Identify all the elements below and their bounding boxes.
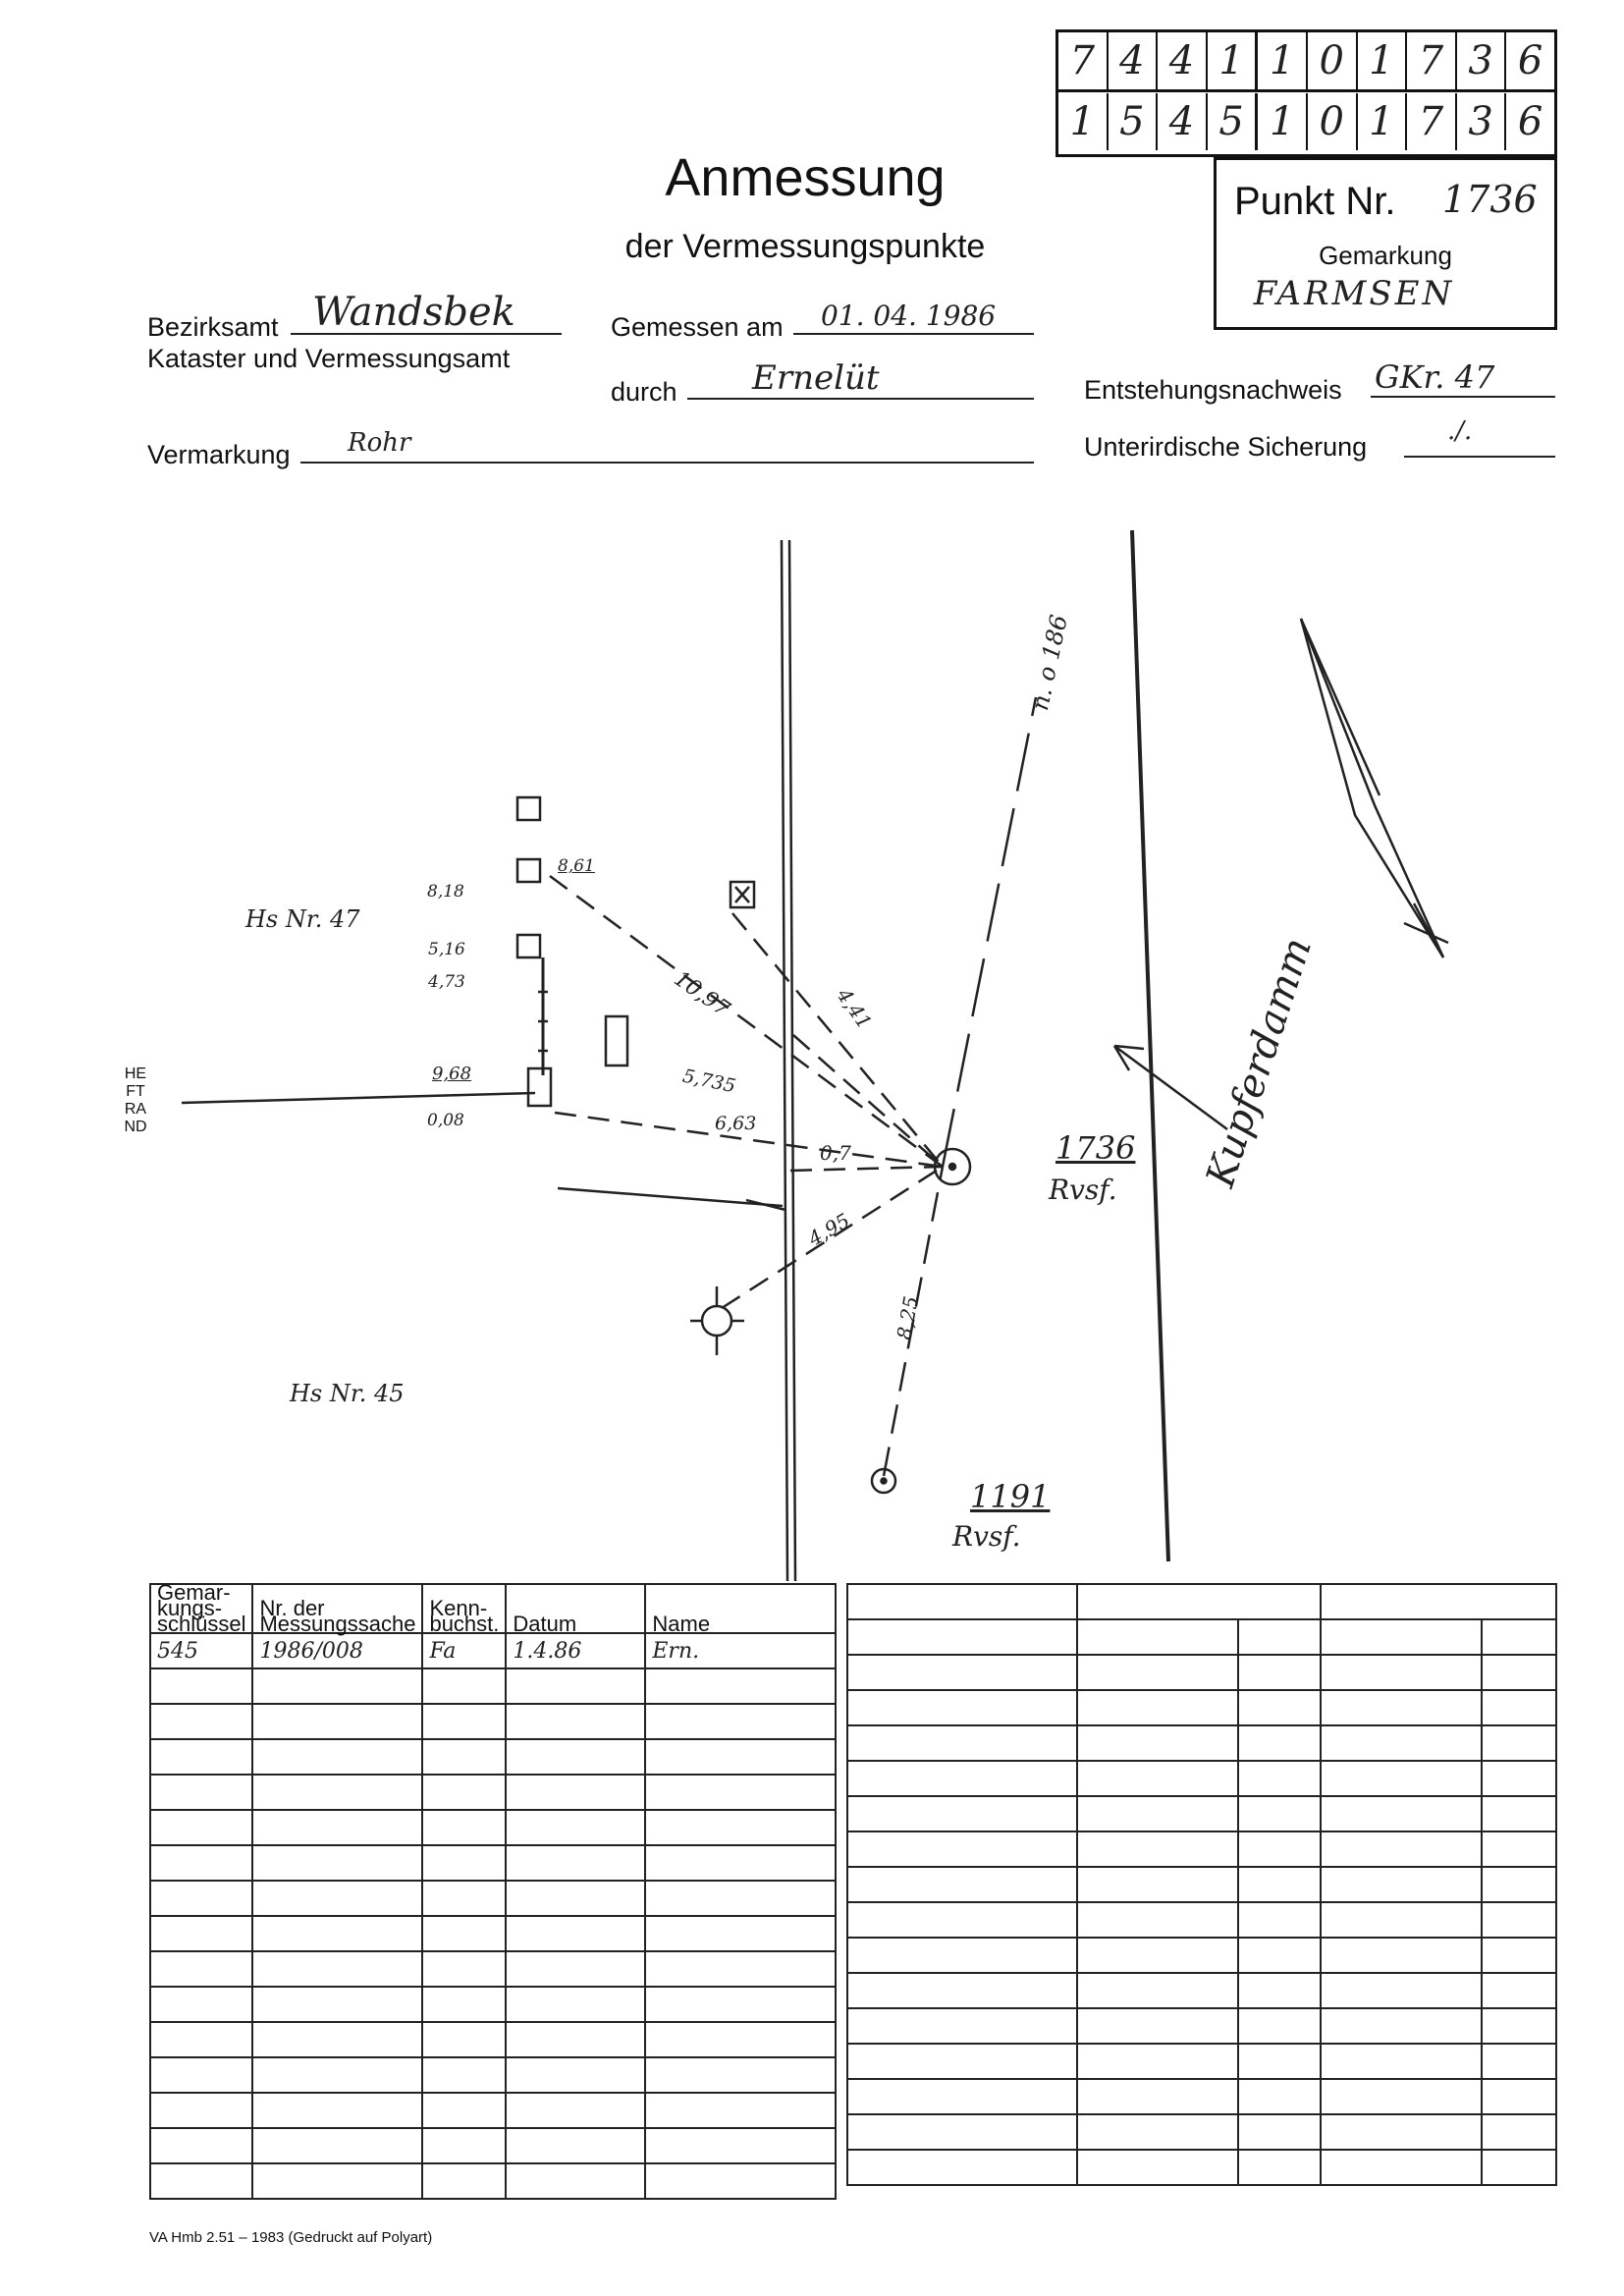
table-cell — [847, 1831, 1077, 1867]
table-cell — [645, 1951, 836, 1987]
table-cell — [1321, 1761, 1482, 1796]
table-row — [847, 1655, 1556, 1690]
table-cell — [150, 1881, 252, 1916]
code-digit: 1 — [1258, 32, 1308, 89]
table-cell — [1077, 1902, 1238, 1938]
code-digit: 1 — [1208, 32, 1259, 89]
table-cell: 1986/008 — [252, 1633, 422, 1668]
table-cell — [422, 1951, 506, 1987]
table-cell — [1238, 1655, 1321, 1690]
point-1191-label: 1191 — [970, 1478, 1051, 1515]
table-cell — [847, 1584, 1077, 1619]
table-cell — [506, 1704, 645, 1739]
code-digit: 3 — [1457, 32, 1507, 89]
table-row — [150, 2128, 836, 2163]
road-edge-right — [1132, 530, 1168, 1561]
table-row — [150, 2022, 836, 2057]
survey-sketch — [0, 511, 1624, 1581]
record-table-right — [846, 1583, 1557, 2186]
entstehung-value: GKr. 47 — [1375, 358, 1495, 396]
table-cell — [1321, 1973, 1482, 2008]
gemarkung-label: Gemarkung — [1319, 241, 1452, 270]
table-cell — [1321, 2114, 1482, 2150]
measure-value: 8,25 — [892, 1293, 923, 1342]
table-cell — [506, 1881, 645, 1916]
table-cell — [645, 1739, 836, 1775]
table-cell — [506, 1845, 645, 1881]
column-header: Kenn-buchst. — [422, 1584, 506, 1633]
measure-value: 0,08 — [427, 1111, 464, 1130]
table-cell — [422, 1916, 506, 1951]
table-cell — [1482, 1938, 1556, 1973]
table-cell — [422, 1775, 506, 1810]
code-digit: 7 — [1407, 32, 1457, 89]
column-header: Gemar-kungs-schlüssel — [150, 1584, 252, 1633]
bezirksamt-field — [291, 290, 562, 335]
vermarkung-field — [300, 428, 1034, 464]
table-cell — [1321, 1902, 1482, 1938]
table-cell — [1482, 1867, 1556, 1902]
table-cell — [506, 2022, 645, 2057]
code-digit: 1 — [1058, 93, 1109, 150]
table-cell — [252, 1668, 422, 1704]
lamp-symbol — [702, 1306, 731, 1336]
table-cell — [847, 1690, 1077, 1725]
table-cell — [150, 2093, 252, 2128]
table-row — [847, 1761, 1556, 1796]
table-row — [847, 2079, 1556, 2114]
table-cell — [645, 1845, 836, 1881]
table-cell — [1077, 1938, 1238, 1973]
table-cell — [252, 1951, 422, 1987]
code-digit: 5 — [1208, 93, 1259, 150]
table-cell — [645, 2163, 836, 2199]
table-cell — [847, 1655, 1077, 1690]
entstehung-label: Entstehungsnachweis — [1084, 375, 1342, 405]
road-edge-left-inner — [789, 540, 795, 1581]
gemessen-value: 01. 04. 1986 — [821, 300, 997, 332]
punkt-label: Punkt Nr. — [1234, 180, 1396, 223]
table-cell — [847, 1902, 1077, 1938]
bezirksamt-value: Wandsbek — [312, 290, 515, 335]
table-cell — [1077, 1796, 1238, 1831]
direction-label: n. o 186 — [1026, 612, 1073, 713]
code-digit: 4 — [1158, 32, 1208, 89]
table-cell — [1238, 2044, 1321, 2079]
measure-value: 5,16 — [428, 940, 465, 959]
marker-square — [517, 935, 540, 957]
table-row — [150, 1916, 836, 1951]
table-row — [150, 1810, 836, 1845]
table-cell: Ern. — [645, 1633, 836, 1668]
table-cell — [847, 1938, 1077, 1973]
table-row — [150, 1668, 836, 1704]
table-cell: Fa — [422, 1633, 506, 1668]
table-cell — [1321, 1796, 1482, 1831]
table-cell — [645, 1668, 836, 1704]
table-cell — [1238, 1973, 1321, 2008]
table-cell — [645, 1775, 836, 1810]
table-cell — [150, 1810, 252, 1845]
code-digit: 0 — [1308, 93, 1358, 150]
table-cell — [1321, 1619, 1482, 1655]
table-cell: 1.4.86 — [506, 1633, 645, 1668]
punkt-box — [1214, 157, 1557, 330]
table-cell — [847, 1619, 1077, 1655]
table-cell — [252, 2022, 422, 2057]
road-edge-left — [782, 540, 787, 1581]
table-cell — [150, 2163, 252, 2199]
table-cell — [150, 1775, 252, 1810]
point-1736-type: Rvsf. — [1049, 1174, 1117, 1206]
table-cell — [422, 1987, 506, 2022]
table-cell — [506, 1775, 645, 1810]
table-cell — [422, 2163, 506, 2199]
code-digit: 1 — [1358, 32, 1408, 89]
table-cell — [1482, 2044, 1556, 2079]
measure-value: 4,73 — [428, 972, 465, 992]
code-digit: 6 — [1517, 38, 1543, 83]
table-cell — [150, 2057, 252, 2093]
table-row — [847, 1690, 1556, 1725]
table-cell — [422, 1739, 506, 1775]
point-1191-type: Rvsf. — [952, 1520, 1021, 1553]
table-cell — [847, 1725, 1077, 1761]
durch-field — [687, 358, 1034, 400]
ray-to-186 — [943, 697, 1036, 1167]
code-digit: 6 — [1517, 99, 1543, 144]
table-cell — [150, 2022, 252, 2057]
table-cell — [1321, 2150, 1482, 2185]
table-cell — [1482, 1655, 1556, 1690]
table-cell — [645, 2057, 836, 2093]
table-row — [847, 1902, 1556, 1938]
table-row — [150, 1704, 836, 1739]
table-cell — [1482, 1690, 1556, 1725]
table-cell — [422, 1881, 506, 1916]
code-row-2 — [1058, 93, 1554, 150]
unterirdisch-label: Unterirdische Sicherung — [1084, 432, 1368, 462]
table-row — [150, 1845, 836, 1881]
table-cell — [422, 1810, 506, 1845]
column-header: Name — [645, 1584, 836, 1633]
table-cell — [1238, 1796, 1321, 1831]
table-row — [847, 1725, 1556, 1761]
code-digit: 4 — [1109, 32, 1159, 89]
table-cell — [645, 2022, 836, 2057]
table-row — [150, 1881, 836, 1916]
code-digit: 1 — [1358, 93, 1408, 150]
table-cell — [506, 1668, 645, 1704]
code-digit: 7 — [1058, 32, 1109, 89]
table-row — [150, 1775, 836, 1810]
vermarkung-value: Rohr — [348, 428, 411, 458]
table-cell — [1482, 1973, 1556, 2008]
table-cell — [506, 2093, 645, 2128]
table-cell — [1238, 1761, 1321, 1796]
gemarkung-value: FARMSEN — [1253, 274, 1455, 313]
table-cell — [1482, 1796, 1556, 1831]
table-cell — [150, 1739, 252, 1775]
table-cell — [252, 1881, 422, 1916]
table-cell — [252, 1987, 422, 2022]
house-45-label: Hs Nr. 45 — [290, 1380, 405, 1407]
table-cell — [506, 1810, 645, 1845]
table-cell — [1482, 1831, 1556, 1867]
measure-value: 8,18 — [427, 882, 464, 902]
table-cell — [1321, 1831, 1482, 1867]
point-1736-label: 1736 — [1056, 1129, 1136, 1167]
table-cell — [645, 1987, 836, 2022]
table-cell — [506, 1739, 645, 1775]
gemessen-field — [793, 300, 1034, 335]
table-row — [847, 2114, 1556, 2150]
table-cell — [1077, 2150, 1238, 2185]
cabinet-box — [606, 1016, 627, 1066]
table-cell — [252, 1810, 422, 1845]
ray-0-7 — [790, 1167, 943, 1171]
code-digit: 1 — [1258, 93, 1308, 150]
table-row — [847, 2150, 1556, 2185]
table-cell — [1482, 1761, 1556, 1796]
table-cell — [252, 2163, 422, 2199]
unterirdisch-field — [1404, 416, 1555, 458]
kataster-label: Kataster und Vermessungsamt — [147, 344, 511, 373]
measure-value: 4,95 — [803, 1208, 854, 1251]
table-cell — [252, 1704, 422, 1739]
table-cell — [847, 1973, 1077, 2008]
table-cell — [1077, 2079, 1238, 2114]
column-header: Datum — [506, 1584, 645, 1633]
table-cell — [1321, 2079, 1482, 2114]
code-digit: 5 — [1109, 93, 1159, 150]
table-cell — [847, 2044, 1077, 2079]
measure-value: 9,68 — [432, 1064, 472, 1084]
table-cell — [422, 2057, 506, 2093]
table-cell — [252, 2057, 422, 2093]
table-row — [150, 1633, 836, 1668]
table-cell — [150, 1668, 252, 1704]
table-cell — [645, 1810, 836, 1845]
marker-square — [517, 797, 540, 820]
durch-value: Ernelüt — [752, 358, 880, 398]
table-cell — [645, 1916, 836, 1951]
table-cell — [1077, 1690, 1238, 1725]
code-box — [1056, 29, 1557, 157]
table-cell — [150, 1704, 252, 1739]
table-cell — [422, 1704, 506, 1739]
table-cell — [150, 1845, 252, 1881]
ray-5-735 — [793, 1035, 943, 1167]
entstehung-field — [1371, 358, 1555, 398]
table-cell — [1321, 1867, 1482, 1902]
table-cell — [1321, 1690, 1482, 1725]
table-cell — [645, 2128, 836, 2163]
table-cell — [422, 1845, 506, 1881]
code-digit: 0 — [1308, 32, 1358, 89]
table-cell — [1238, 2079, 1321, 2114]
building-line — [182, 1093, 535, 1103]
table-cell — [645, 1881, 836, 1916]
table-cell — [1482, 1619, 1556, 1655]
durch-label: durch — [611, 377, 677, 407]
unterirdisch-value: ./. — [1447, 416, 1473, 446]
table-cell — [1238, 1831, 1321, 1867]
table-cell — [1077, 1619, 1238, 1655]
table-row — [150, 1739, 836, 1775]
table-cell — [847, 1796, 1077, 1831]
table-cell — [1321, 1725, 1482, 1761]
table-cell — [252, 1775, 422, 1810]
page-subtitle: der Vermessungspunkte — [624, 228, 986, 265]
measure-value: 6,63 — [715, 1113, 757, 1134]
table-cell — [1238, 1725, 1321, 1761]
table-cell — [1077, 1831, 1238, 1867]
table-cell — [1077, 1973, 1238, 2008]
table-row — [150, 2163, 836, 2199]
table-row — [847, 1938, 1556, 1973]
table-cell — [1238, 1902, 1321, 1938]
table-cell — [847, 2114, 1077, 2150]
table-cell — [1321, 1938, 1482, 1973]
vermarkung-label: Vermarkung — [147, 440, 291, 469]
table-cell — [506, 1951, 645, 1987]
table-cell — [422, 2128, 506, 2163]
bezirksamt-label: Bezirksamt — [147, 312, 279, 342]
table-cell — [150, 1987, 252, 2022]
table-cell — [1321, 1584, 1556, 1619]
measure-value: 0,7 — [820, 1141, 851, 1165]
street-label: Kupferdamm — [1198, 932, 1322, 1193]
table-cell — [150, 1951, 252, 1987]
table-cell — [1077, 1867, 1238, 1902]
table-row — [847, 1867, 1556, 1902]
table-cell — [1482, 2114, 1556, 2150]
table-cell — [1077, 1725, 1238, 1761]
table-cell — [1482, 1902, 1556, 1938]
table-cell — [1238, 2008, 1321, 2044]
table-row — [847, 2044, 1556, 2079]
code-digit: 3 — [1457, 93, 1507, 150]
table-cell — [150, 1916, 252, 1951]
table-cell — [1077, 1761, 1238, 1796]
table-cell — [645, 1704, 836, 1739]
measure-value: 8,61 — [558, 856, 595, 876]
table-row — [847, 1619, 1556, 1655]
marker-square — [528, 1068, 551, 1106]
table-cell — [252, 1845, 422, 1881]
table-cell — [252, 2093, 422, 2128]
table-cell — [847, 1867, 1077, 1902]
table-row — [847, 2008, 1556, 2044]
table-cell — [1238, 2150, 1321, 2185]
table-cell — [1077, 1655, 1238, 1690]
table-row — [847, 1831, 1556, 1867]
table-cell — [1238, 1690, 1321, 1725]
table-cell — [1482, 2008, 1556, 2044]
table-cell — [1482, 1725, 1556, 1761]
table-cell — [1482, 2150, 1556, 2185]
table-cell — [1238, 1619, 1321, 1655]
punkt-value: 1736 — [1442, 178, 1538, 221]
gemessen-label: Gemessen am — [611, 312, 784, 342]
measure-value: 10,97 — [669, 966, 734, 1022]
table-cell — [847, 1761, 1077, 1796]
table-cell — [1482, 2079, 1556, 2114]
table-row — [150, 2057, 836, 2093]
table-cell — [1238, 1938, 1321, 1973]
table-cell — [422, 2093, 506, 2128]
table-cell — [252, 2128, 422, 2163]
record-table-left — [149, 1580, 837, 2200]
table-cell — [1077, 2008, 1238, 2044]
table-cell — [252, 1739, 422, 1775]
table-cell — [422, 1668, 506, 1704]
table-cell — [506, 2057, 645, 2093]
table-cell — [847, 2008, 1077, 2044]
table-row — [150, 1987, 836, 2022]
table-header-row — [847, 1584, 1556, 1619]
table-cell — [150, 2128, 252, 2163]
code-digit: 4 — [1158, 93, 1208, 150]
table-cell — [1321, 2044, 1482, 2079]
table-cell: 545 — [150, 1633, 252, 1668]
table-cell — [847, 2150, 1077, 2185]
table-cell — [1077, 2114, 1238, 2150]
code-digit: 7 — [1407, 93, 1457, 150]
measure-value: 5,735 — [680, 1065, 738, 1098]
table-row — [150, 1951, 836, 1987]
table-cell — [252, 1916, 422, 1951]
table-cell — [1238, 1867, 1321, 1902]
code-row-1 — [1058, 32, 1554, 92]
table-cell — [506, 1916, 645, 1951]
measure-value: 4,41 — [832, 983, 877, 1034]
table-cell — [1321, 1655, 1482, 1690]
marker-square — [517, 859, 540, 882]
table-cell — [506, 1987, 645, 2022]
table-cell — [1077, 2044, 1238, 2079]
table-cell — [506, 2128, 645, 2163]
column-header: Nr. der Messungssache — [252, 1584, 422, 1633]
table-cell — [1321, 2008, 1482, 2044]
table-row — [150, 2093, 836, 2128]
table-row — [847, 1796, 1556, 1831]
ray-4-41 — [732, 913, 943, 1167]
table-cell — [1077, 1584, 1321, 1619]
house-47-label: Hs Nr. 47 — [245, 905, 360, 933]
page-title: Anmessung — [665, 148, 946, 207]
table-cell — [645, 2093, 836, 2128]
direction-arrow — [1114, 1046, 1227, 1129]
table-cell — [847, 2079, 1077, 2114]
table-cell — [422, 2022, 506, 2057]
table-row — [847, 1973, 1556, 2008]
form-footer: VA Hmb 2.51 – 1983 (Gedruckt auf Polyart) — [149, 2229, 433, 2246]
heftrand-label: HEFTRAND — [124, 1066, 147, 1135]
table-cell — [1238, 2114, 1321, 2150]
table-cell — [506, 2163, 645, 2199]
